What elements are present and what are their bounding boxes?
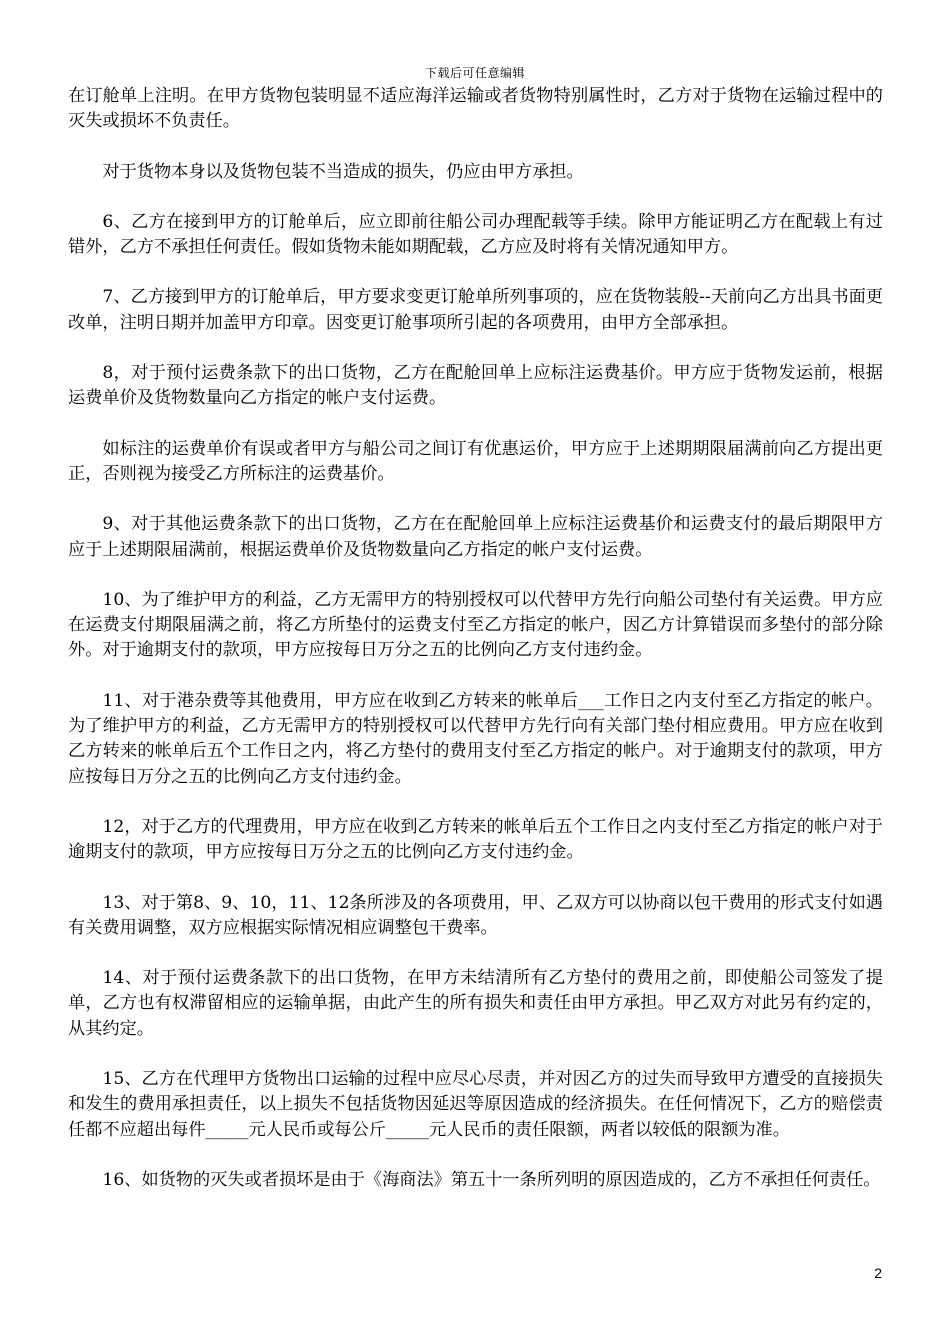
paragraph-clause-13: 13、对于第8、9、10，11、12条所涉及的各项费用，甲、乙双方可以协商以包干费用的形式支付如遇有关费用调整，双方应根据实际情况相应调整包干费率。 bbox=[68, 892, 883, 938]
paragraph-clause-11: 11、对于港杂费等其他费用，甲方应在收到乙方转来的帐单后___工作日之内支付至乙方指定的帐户。为了维护甲方的利益，乙方无需甲方的特别授权可以代替甲方先行向有关部门垫付相应费用。甲方应在收到乙方转来的帐单后五个工作日之内，将乙方垫付的费用支付至乙方指定的帐户。对于逾期支付的款项，甲方应按每日万分之五的比例向乙方支付违约金。 bbox=[68, 690, 883, 787]
paragraph-clause-8: 8，对于预付运费条款下的出口货物，乙方在配舱回单上应标注运费基价。甲方应于货物发运前，根据运费单价及货物数量向乙方指定的帐户支付运费。 bbox=[68, 363, 883, 409]
paragraph-clause-12: 12，对于乙方的代理费用，甲方应在收到乙方转来的帐单后五个工作日之内支付至乙方指定的帐户对于逾期支付的款项，甲方应按每日万分之五的比例向乙方支付违约金。 bbox=[68, 816, 883, 863]
paragraph-clause-10: 10、为了维护甲方的利益，乙方无需甲方的特别授权可以代替甲方先行向船公司垫付有关运费。甲方应在运费支付期限届满之前，将乙方所垫付的运费支付至乙方指定的帐户，因乙方计算错误而多垫付的部分除外。对于逾期支付的款项，甲方应按每日万分之五的比例向乙方支付违约金。 bbox=[68, 589, 883, 661]
paragraph-packaging-loss: 对于货物本身以及货物包装不当造成的损失，仍应由甲方承担。 bbox=[102, 161, 584, 182]
paragraph-clause-9: 9、对于其他运费条款下的出口货物，乙方在在配舱回单上应标注运费基价和运费支付的最后期限甲方应于上述期限届满前，根据运费单价及货物数量向乙方指定的帐户支付运费。 bbox=[68, 514, 883, 560]
paragraph-clause-7: 7、乙方接到甲方的订舱单后，甲方要求变更订舱单所列事项的，应在货物装般--天前向乙方出具书面更改单，注明日期并加盖甲方印章。因变更订舱事项所引起的各项费用，由甲方全部承担。 bbox=[68, 287, 883, 333]
paragraph-clause-15: 15、乙方在代理甲方货物出口运输的过程中应尽心尽责，并对因乙方的过失而导致甲方遭受的直接损失和发生的费用承担责任，以上损失不包括货物因延迟等原因造成的经济损失。在任何情况下，乙方的赔偿责任都不应超出每件_____元人民币或每公斤_____元人民币的责任限额，两者以较低的限额为准。 bbox=[68, 1069, 883, 1140]
document-body bbox=[68, 84, 883, 1218]
paragraph-continuation: 在订舱单上注明。在甲方货物包装明显不适应海洋运输或者货物特别属性时，乙方对于货物在运输过程中的灭失或损坏不负责任。 bbox=[68, 86, 883, 132]
paragraph-clause-8-correction: 如标注的运费单价有误或者甲方与船公司之间订有优惠运价，甲方应于上述期期限届满前向乙方提出更正，否则视为接受乙方所标注的运费基价。 bbox=[68, 438, 883, 484]
page-header-note: 下载后可任意编辑 bbox=[424, 66, 525, 80]
paragraph-clause-16: 16、如货物的灭失或者损坏是由于《海商法》第五十一条所列明的原因造成的，乙方不承担任何责任。 bbox=[102, 1169, 881, 1190]
paragraph-clause-14: 14、对于预付运费条款下的出口货物，在甲方未结清所有乙方垫付的费用之前，即使船公司签发了提单，乙方也有权滞留相应的运输单据，由此产生的所有损失和责任由甲方承担。甲乙双方对此另有约定的，从其约定。 bbox=[68, 968, 883, 1039]
page-number: 2 bbox=[874, 1265, 882, 1281]
paragraph-clause-6: 6、乙方在接到甲方的订舱单后，应立即前往船公司办理配载等手续。除甲方能证明乙方在配载上有过错外，乙方不承担任何责任。假如货物未能如期配载，乙方应及时将有关情况通知甲方。 bbox=[68, 211, 883, 258]
